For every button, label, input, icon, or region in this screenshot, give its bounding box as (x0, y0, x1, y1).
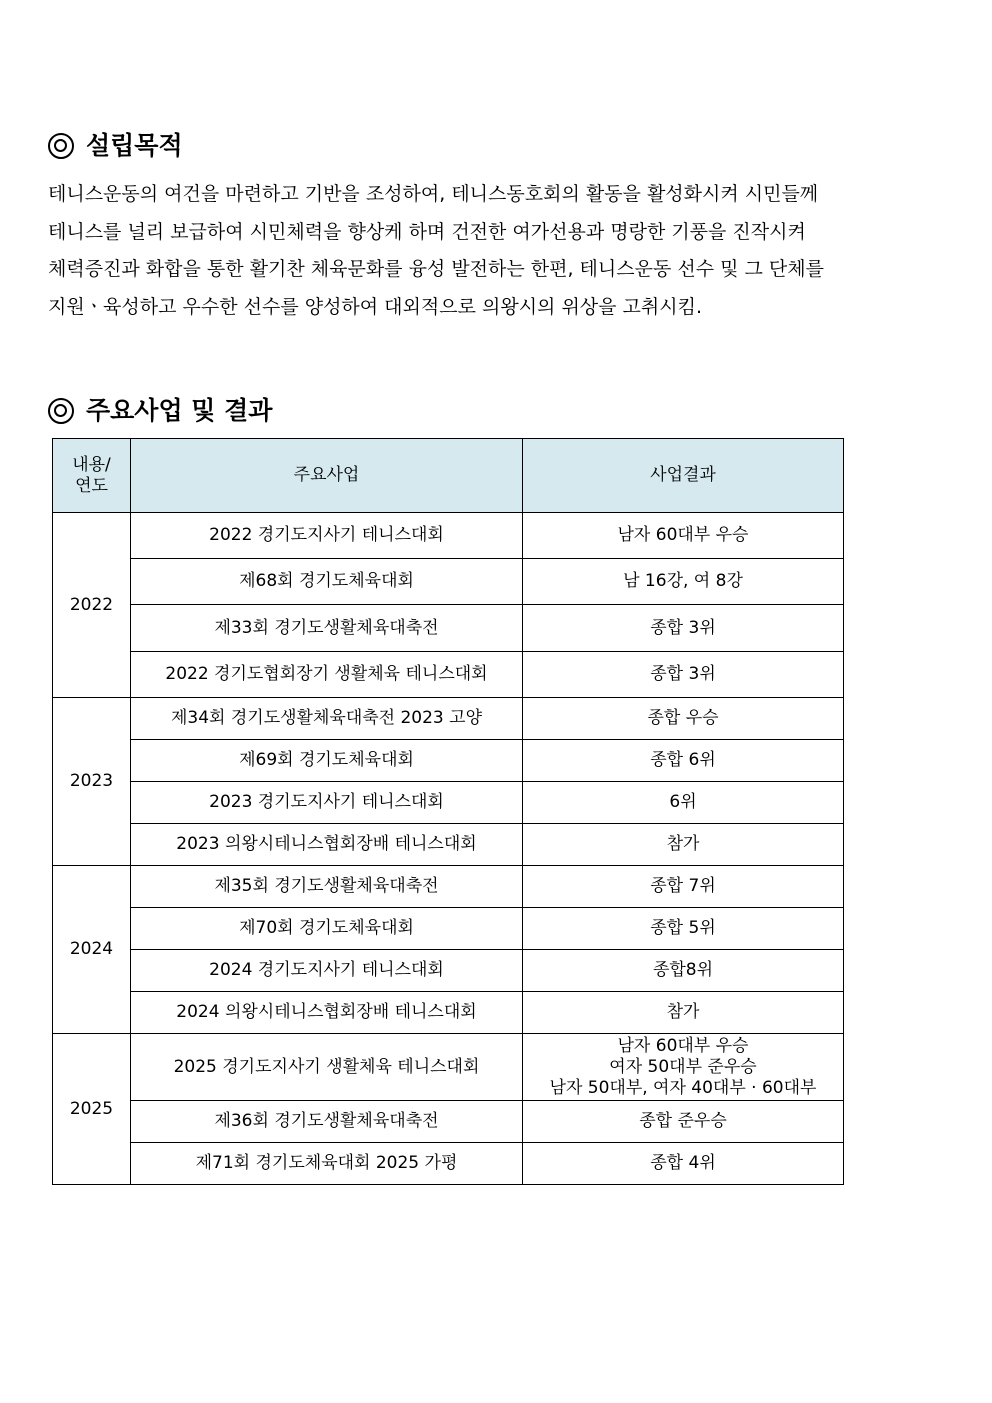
result-cell: 6위 (523, 782, 844, 824)
result-cell: 종합 6위 (523, 740, 844, 782)
table-row (53, 950, 844, 992)
result-line: 여자 50대부 준우승 (609, 1056, 757, 1077)
result-cell: 종합 우승 (523, 698, 844, 740)
business-cell: 제36회 경기도생활체육대축전 (131, 1101, 523, 1143)
business-cell: 제69회 경기도체육대회 (131, 740, 523, 782)
purpose-line: 지원ㆍ육성하고 우수한 선수를 양성하여 대외적으로 의왕시의 위상을 고취시킴. (48, 295, 703, 318)
table-row (53, 782, 844, 824)
table-row (53, 992, 844, 1034)
header-year-line: 연도 (75, 475, 108, 496)
business-cell: 2023 의왕시테니스협회장배 테니스대회 (131, 824, 523, 866)
purpose-line: 테니스운동의 여건을 마련하고 기반을 조성하여, 테니스동호회의 활동을 활성화시켜 시민들께 (48, 183, 819, 205)
business-cell: 제71회 경기도체육대회 2025 가평 (131, 1143, 523, 1185)
table-row (53, 513, 844, 559)
business-cell: 제70회 경기도체육대회 (131, 908, 523, 950)
business-cell: 2022 경기도지사기 테니스대회 (131, 513, 523, 559)
result-line: 남자 50대부, 여자 40대부 · 60대부 (549, 1077, 817, 1098)
table-row (53, 1143, 844, 1185)
result-cell: 종합 4위 (523, 1143, 844, 1185)
business-cell: 2023 경기도지사기 테니스대회 (131, 782, 523, 824)
section-title: 설립목적 (86, 131, 183, 160)
result-cell: 참가 (523, 824, 844, 866)
header-result: 사업결과 (523, 439, 844, 513)
result-cell: 종합 7위 (523, 866, 844, 908)
purpose-paragraph (48, 176, 948, 326)
table-row (53, 559, 844, 605)
year-cell: 2024 (53, 866, 131, 1034)
double-circle-icon (48, 133, 74, 159)
business-cell: 2022 경기도협회장기 생활체육 테니스대회 (131, 652, 523, 698)
table-row (53, 698, 844, 740)
table-row (53, 1034, 844, 1101)
table-row (53, 652, 844, 698)
result-cell: 종합8위 (523, 950, 844, 992)
result-cell: 종합 3위 (523, 652, 844, 698)
business-cell: 2025 경기도지사기 생활체육 테니스대회 (131, 1034, 523, 1101)
business-cell: 2024 의왕시테니스협회장배 테니스대회 (131, 992, 523, 1034)
header-year (53, 439, 131, 513)
business-cell: 제68회 경기도체육대회 (131, 559, 523, 605)
table-row (53, 866, 844, 908)
purpose-line: 테니스를 널리 보급하여 시민체력을 향상케 하며 건전한 여가선용과 명랑한 기풍을 진작시켜 (48, 220, 806, 243)
table-row (53, 740, 844, 782)
section-title: 주요사업 및 결과 (86, 396, 273, 425)
business-cell: 제34회 경기도생활체육대축전 2023 고양 (131, 698, 523, 740)
business-cell: 2024 경기도지사기 테니스대회 (131, 950, 523, 992)
year-cell: 2025 (53, 1034, 131, 1185)
double-circle-icon (48, 398, 74, 424)
result-cell: 종합 5위 (523, 908, 844, 950)
result-cell: 참가 (523, 992, 844, 1034)
table-row (53, 908, 844, 950)
table-row (53, 824, 844, 866)
year-cell: 2022 (53, 513, 131, 698)
table-row (53, 605, 844, 652)
header-business: 주요사업 (131, 439, 523, 513)
year-cell: 2023 (53, 698, 131, 866)
section-heading-purpose (48, 130, 183, 162)
table-header-row (53, 439, 844, 513)
result-cell: 종합 3위 (523, 605, 844, 652)
result-cell: 남 16강, 여 8강 (523, 559, 844, 605)
result-cell: 남자 60대부 우승 (523, 513, 844, 559)
result-line: 남자 60대부 우승 (617, 1035, 749, 1056)
purpose-line: 체력증진과 화합을 통한 활기찬 체육문화를 융성 발전하는 한편, 테니스운동 선수 및 그 단체를 (48, 258, 824, 280)
section-heading-business (48, 395, 272, 427)
table-row (53, 1101, 844, 1143)
business-results-table (52, 438, 844, 1185)
business-cell: 제33회 경기도생활체육대축전 (131, 605, 523, 652)
result-cell: 종합 준우승 (523, 1101, 844, 1143)
header-year-line: 내용/ (72, 454, 111, 475)
business-cell: 제35회 경기도생활체육대축전 (131, 866, 523, 908)
result-cell (523, 1034, 844, 1101)
